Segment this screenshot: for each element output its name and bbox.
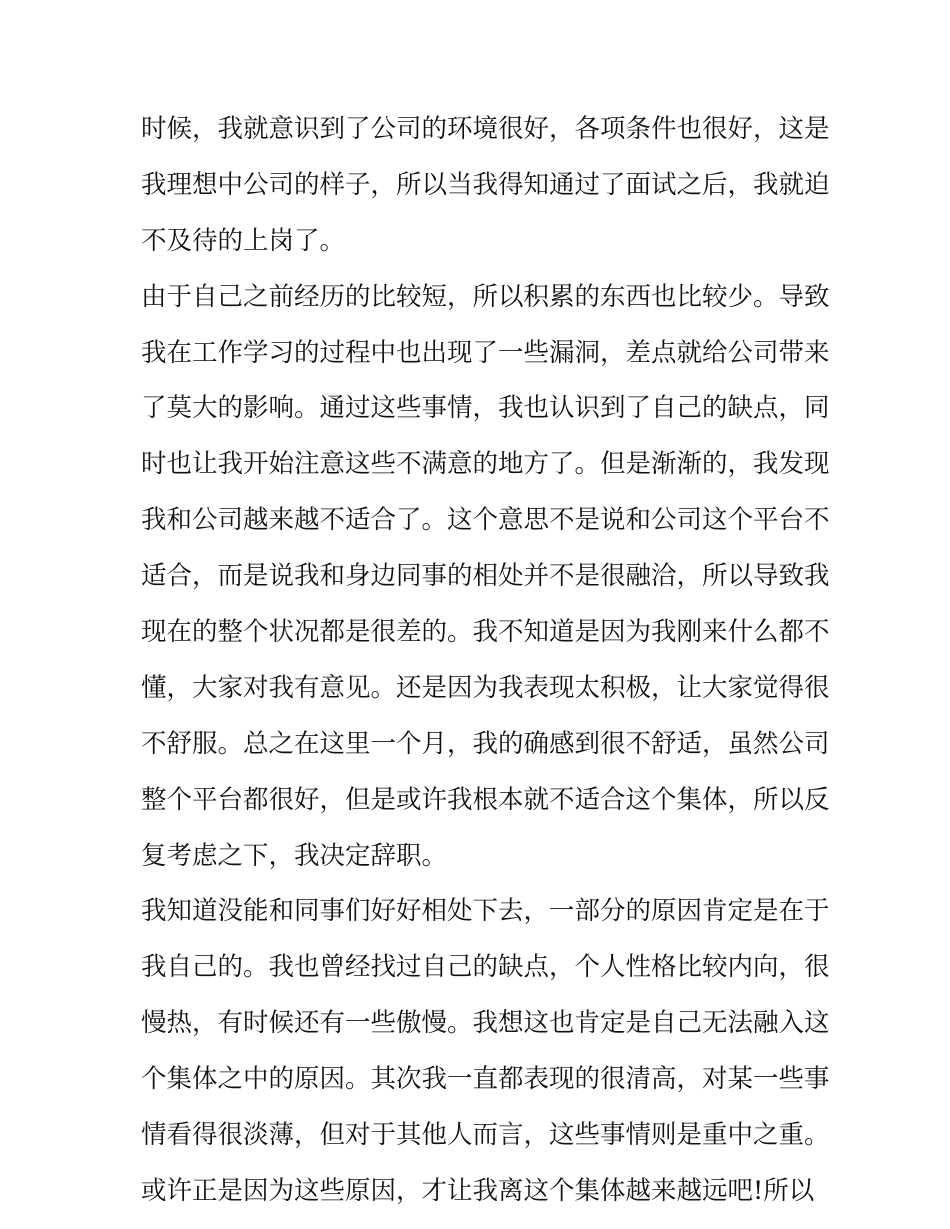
text-line: 或许正是因为这些原因，才让我离这个集体越来越远吧!所以 [141, 1175, 815, 1206]
text-line: 时候，我就意识到了公司的环境很好，各项条件也很好，这是 [141, 114, 830, 144]
text-line: 现在的整个状况都是很差的。我不知道是因为我刚来什么都不 [141, 617, 830, 648]
text-line: 情看得很淡薄，但对于其他人而言，这些事情则是重中之重。 [141, 1120, 830, 1151]
text-line: 懂，大家对我有意见。还是因为我表现太积极，让大家觉得很 [141, 672, 830, 703]
document-body [141, 102, 830, 1220]
text-line: 由于自己之前经历的比较短，所以积累的东西也比较少。导致 [141, 281, 830, 312]
text-line: 慢热，有时候还有一些傲慢。我想这也肯定是自己无法融入这 [141, 1008, 830, 1039]
text-line: 我在工作学习的过程中也出现了一些漏洞，差点就给公司带来 [141, 337, 830, 368]
text-line: 复考虑之下，我决定辞职。 [141, 840, 448, 871]
text-line: 我和公司越来越不适合了。这个意思不是说和公司这个平台不 [141, 505, 830, 536]
text-line: 适合，而是说我和身边同事的相处并不是很融洽，所以导致我 [141, 561, 830, 592]
text-line: 我自己的。我也曾经找过自己的缺点，个人性格比较内向，很 [141, 952, 830, 983]
text-line: 个集体之中的原因。其次我一直都表现的很清高，对某一些事 [141, 1064, 830, 1095]
text-line: 时也让我开始注意这些不满意的地方了。但是渐渐的，我发现 [141, 449, 830, 480]
text-line: 不舒服。总之在这里一个月，我的确感到很不舒适，虽然公司 [141, 728, 830, 759]
text-line: 整个平台都很好，但是或许我根本就不适合这个集体，所以反 [141, 784, 830, 815]
text-line: 我知道没能和同事们好好相处下去，一部分的原因肯定是在于 [141, 896, 830, 927]
text-line: 了莫大的影响。通过这些事情，我也认识到了自己的缺点，同 [141, 393, 830, 424]
text-line: 不及待的上岗了。 [141, 225, 346, 256]
text-line: 我理想中公司的样子，所以当我得知通过了面试之后，我就迫 [141, 169, 830, 200]
